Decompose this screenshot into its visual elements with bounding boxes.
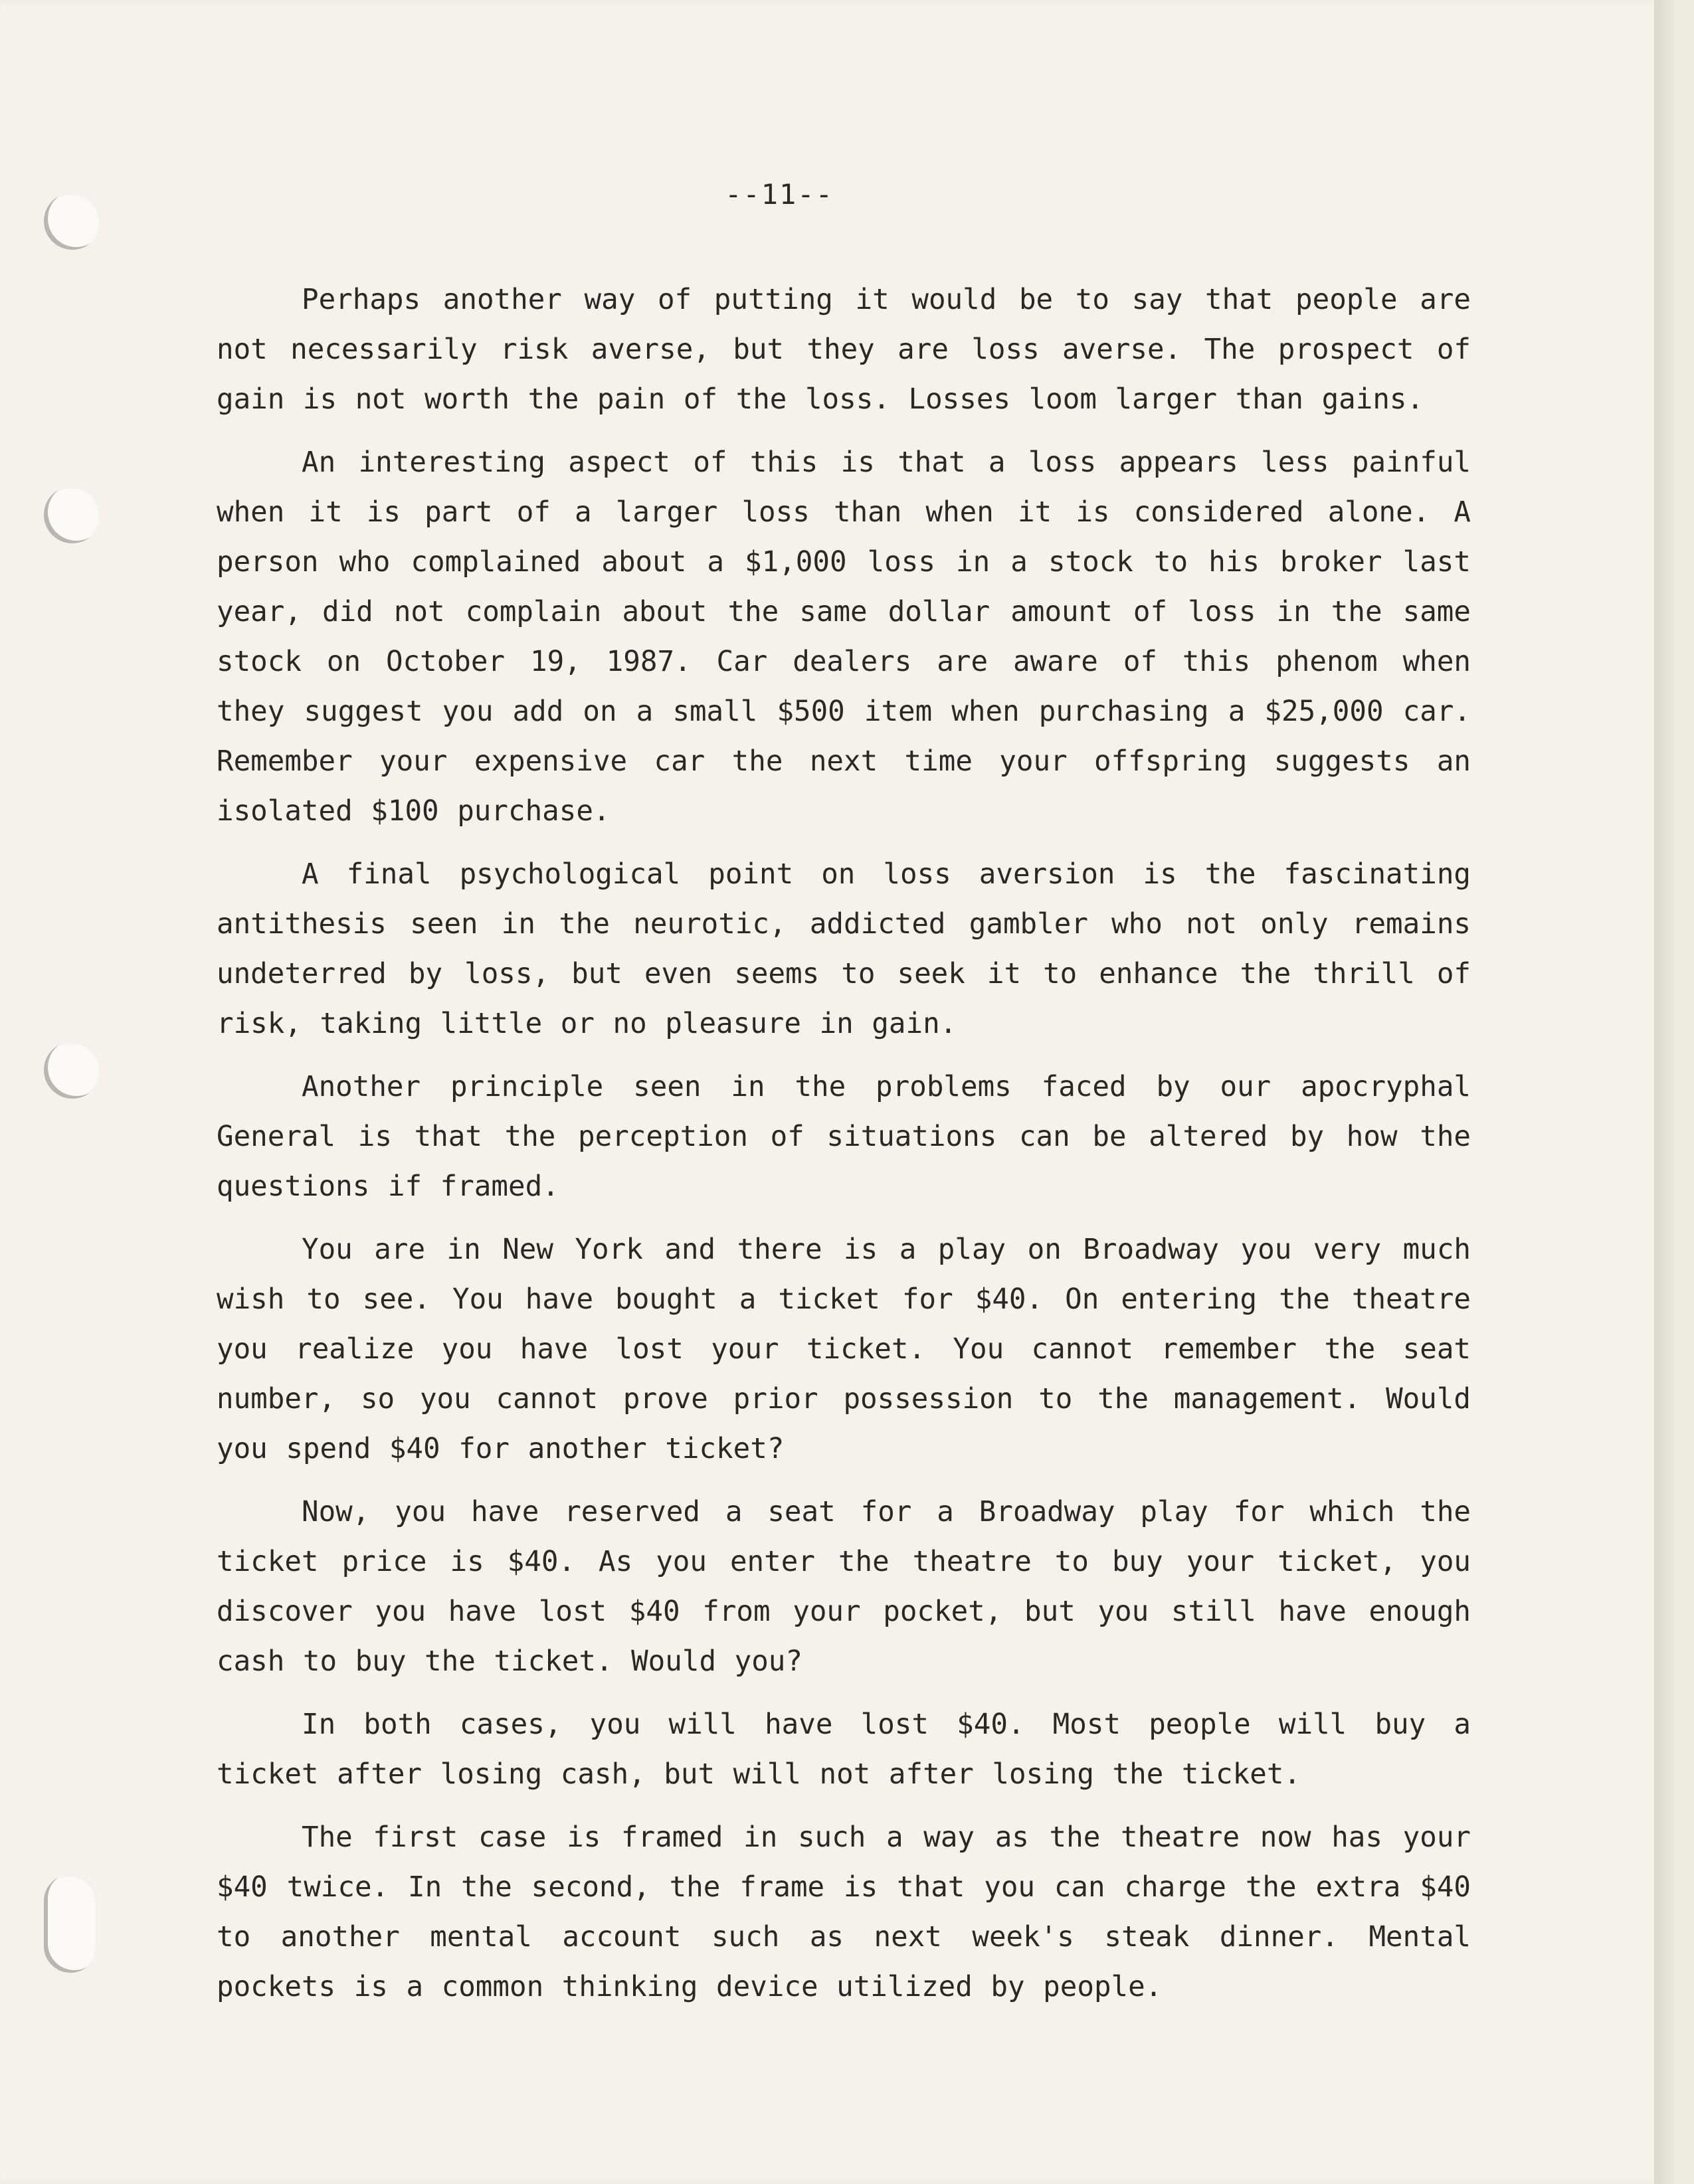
paragraph-larger-loss: An interesting aspect of this is that a loss appears less painful when it is part of a larger loss than when it is considered alone. A person who complained about a $1,000 loss in a stock to his broker last year, did not complain about the same dollar amount of loss in the same stock on October 19, 1987. Car dealers are aware of this phenom when they suggest you add on a small $500 item when purchasing a $25,000 car. Remember your expensive car the next time your offspring suggests an isolated $100 purchase. <box>217 446 1471 828</box>
paragraph-lost-cash: Now, you have reserved a seat for a Broadway play for which the ticket price is $40. As you enter the theatre to buy your ticket, you discover you have lost $40 from your pocket, but you still have enough cash to buy the ticket. Would you? <box>217 1496 1471 1678</box>
paragraph-loss-aversion: Perhaps another way of putting it would be to say that people are not necessarily risk averse, but they are loss averse. The prospect of gain is not worth the pain of the loss. Losses loom larger than gains. <box>217 284 1471 416</box>
paragraph-mental-accounts: The first case is framed in such a way as the theatre now has your $40 twice. In the second, the frame is that you can charge the extra $40 to another mental account such as next week's steak dinner. Mental pockets is a common thinking device utilized by people. <box>217 1821 1471 2003</box>
paragraph-gambler: A final psychological point on loss aversion is the fascinating antithesis seen in the neurotic, addicted gambler who not only remains undeterred by loss, but even seems to seek it to enhance the thrill of risk, taking little or no pleasure in gain. <box>217 858 1471 1040</box>
binder-hole <box>44 486 101 543</box>
page-number: --11-- <box>725 178 834 211</box>
paragraph-framing-principle: Another principle seen in the problems faced by our apocryphal General is that the perception of situations can be altered by how the questions if framed. <box>217 1071 1471 1203</box>
paragraph-lost-ticket: You are in New York and there is a play on Broadway you very much wish to see. You have bought a ticket for $40. On entering the theatre you realize you have lost your ticket. You cannot remember the seat number, so you cannot prove prior possession to the management. Would you spend $40 for another ticket? <box>217 1233 1471 1465</box>
page-edge-shadow <box>1654 0 1674 2184</box>
binder-hole <box>44 1042 101 1099</box>
body-text <box>217 275 1471 2025</box>
binder-hole-elongated <box>44 1874 97 1973</box>
paragraph-both-cases: In both cases, you will have lost $40. Most people will buy a ticket after losing cash, but will not after losing the ticket. <box>217 1708 1471 1791</box>
